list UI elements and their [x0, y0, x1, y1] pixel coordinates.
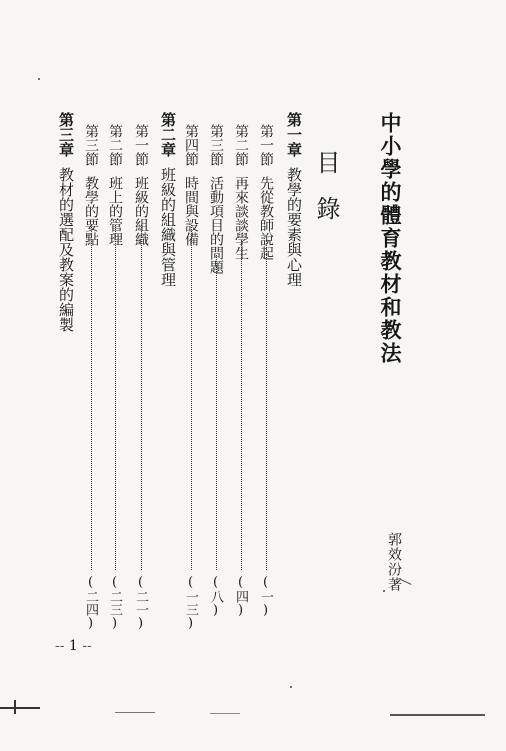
scan-mark	[115, 712, 155, 713]
chapter-label: 第三章	[57, 112, 75, 157]
scan-speck	[38, 78, 40, 80]
page-ref: (八)	[208, 575, 223, 618]
chapter-title: 教材的選配及教案的編製	[57, 167, 75, 332]
scan-mark	[0, 707, 40, 709]
book-title: 中小學的體育教材和教法	[378, 112, 403, 365]
toc-chapter-3	[58, 112, 73, 332]
page-number: 1	[68, 638, 78, 654]
leader-dots	[266, 240, 269, 570]
section-title: 活動項目的問題	[208, 176, 224, 274]
leader-dots	[191, 225, 194, 570]
section-label: 第一節	[133, 124, 149, 166]
scan-speck	[383, 590, 385, 592]
toc-heading: 目錄	[312, 150, 340, 242]
section-label: 第一節	[258, 124, 274, 166]
section-title: 時間與設備	[183, 176, 199, 246]
scan-mark	[14, 700, 16, 714]
page-folio: -- 1 --	[55, 638, 92, 654]
toc-chapter-2	[160, 112, 175, 287]
leader-dots	[91, 225, 94, 570]
section-label: 第四節	[183, 124, 199, 166]
section-title: 再來談談學生	[233, 176, 249, 260]
leader-dots	[241, 240, 244, 570]
page-ref: (四)	[233, 575, 248, 618]
author-credit: 郭效汾著	[386, 532, 402, 592]
chapter-label: 第二章	[159, 112, 177, 157]
section-label: 第二節	[107, 124, 123, 166]
page-ref: (二四)	[83, 575, 98, 631]
section-title: 班上的管理	[107, 176, 123, 246]
page-ref: (一三)	[183, 575, 198, 631]
leader-dots	[141, 225, 144, 570]
section-label: 第二節	[233, 124, 249, 166]
scan-speck	[290, 686, 292, 688]
toc-section-1-3	[209, 124, 223, 274]
scan-mark	[210, 713, 240, 714]
section-title: 班級的組織	[133, 176, 149, 246]
page-ref: (一)	[258, 575, 273, 618]
page-ref: (二三)	[107, 575, 122, 631]
leader-dots	[115, 225, 118, 570]
section-label: 第三節	[208, 124, 224, 166]
chapter-label: 第一章	[285, 112, 303, 157]
section-title: 先從教師說起	[258, 176, 274, 260]
chapter-title: 班級的組織與管理	[159, 167, 177, 287]
page-ref: (二一)	[133, 575, 148, 631]
section-title: 教學的要點	[83, 176, 99, 246]
toc-chapter-1	[286, 112, 301, 287]
leader-dots	[216, 255, 219, 570]
scan-mark	[390, 714, 485, 716]
chapter-title: 教學的要素與心理	[285, 167, 303, 287]
section-label: 第三節	[83, 124, 99, 166]
